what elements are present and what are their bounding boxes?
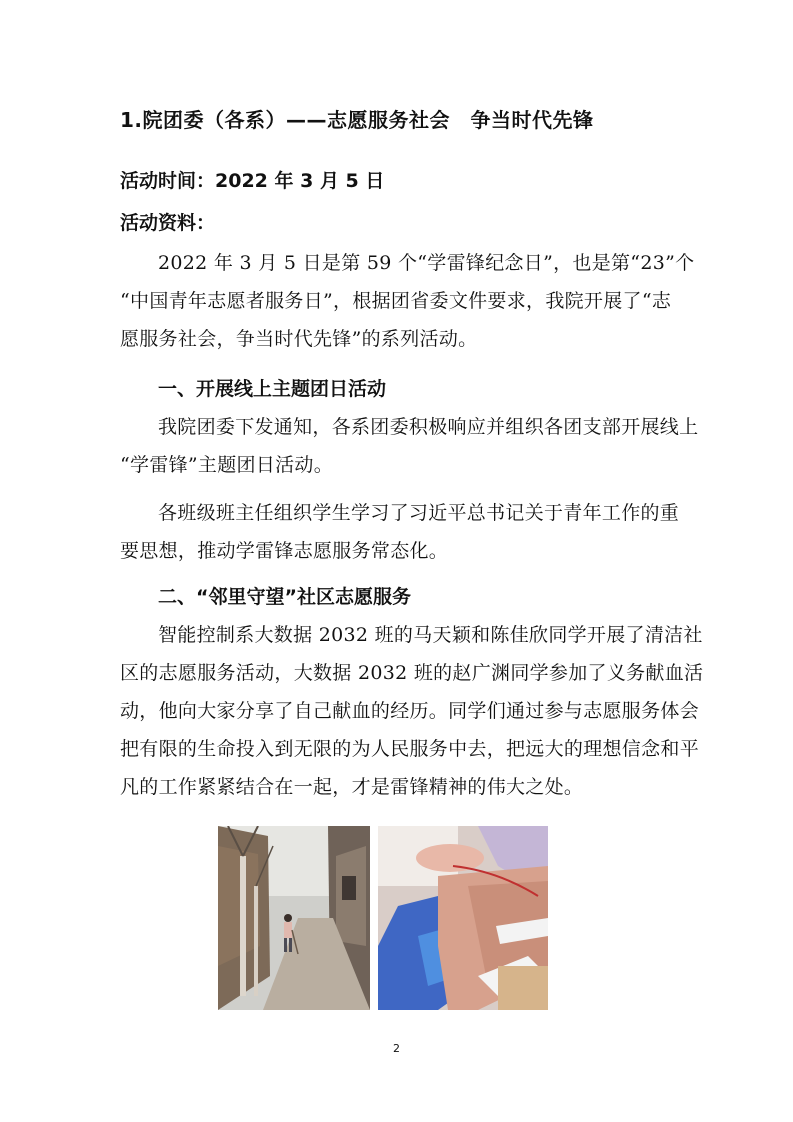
photo-community-cleaning xyxy=(218,826,370,1010)
document-title: 1.院团委（各系）——志愿服务社会 争当时代先锋 xyxy=(120,108,594,132)
paragraph-line: “学雷锋”主题团日活动。 xyxy=(120,454,334,476)
section2-paragraph xyxy=(120,616,704,806)
paragraph-line: 区的志愿服务活动，大数据 2032 班的赵广渊同学参加了义务献血活 xyxy=(120,662,704,684)
paragraph-line: 我院团委下发通知，各系团委积极响应并组织各团支部开展线上 xyxy=(158,416,699,438)
paragraph-line: 各班级班主任组织学生学习了习近平总书记关于青年工作的重 xyxy=(158,502,680,524)
paragraph-line: 凡的工作紧紧结合在一起，才是雷锋精神的伟大之处。 xyxy=(120,776,584,798)
section1-heading: 一、开展线上主题团日活动 xyxy=(158,378,387,400)
paragraph-line: 要思想，推动学雷锋志愿服务常态化。 xyxy=(120,540,449,562)
paragraph-line: 智能控制系大数据 2032 班的马天颖和陈佳欣同学开展了清洁社 xyxy=(158,624,703,646)
paragraph-line: 动，他向大家分享了自己献血的经历。同学们通过参与志愿服务体会 xyxy=(120,700,700,722)
intro-line: 2022 年 3 月 5 日是第 59 个“学雷锋纪念日”，也是第“23”个 xyxy=(158,252,695,274)
intro-line: 愿服务社会，争当时代先锋”的系列活动。 xyxy=(120,328,478,350)
section1-paragraph-2 xyxy=(120,494,678,570)
section2-heading: 二、“邻里守望”社区志愿服务 xyxy=(158,586,411,608)
page-number: 2 xyxy=(393,1042,400,1055)
section1-paragraph-1 xyxy=(120,408,699,484)
photo-blood-donation xyxy=(378,826,548,1010)
intro-line: “中国青年志愿者服务日”，根据团省委文件要求，我院开展了“志 xyxy=(120,290,672,312)
activity-time: 活动时间：2022 年 3 月 5 日 xyxy=(120,170,385,192)
activity-material-label: 活动资料： xyxy=(120,212,216,234)
paragraph-line: 把有限的生命投入到无限的为人民服务中去，把远大的理想信念和平 xyxy=(120,738,700,760)
intro-paragraph xyxy=(120,244,695,358)
